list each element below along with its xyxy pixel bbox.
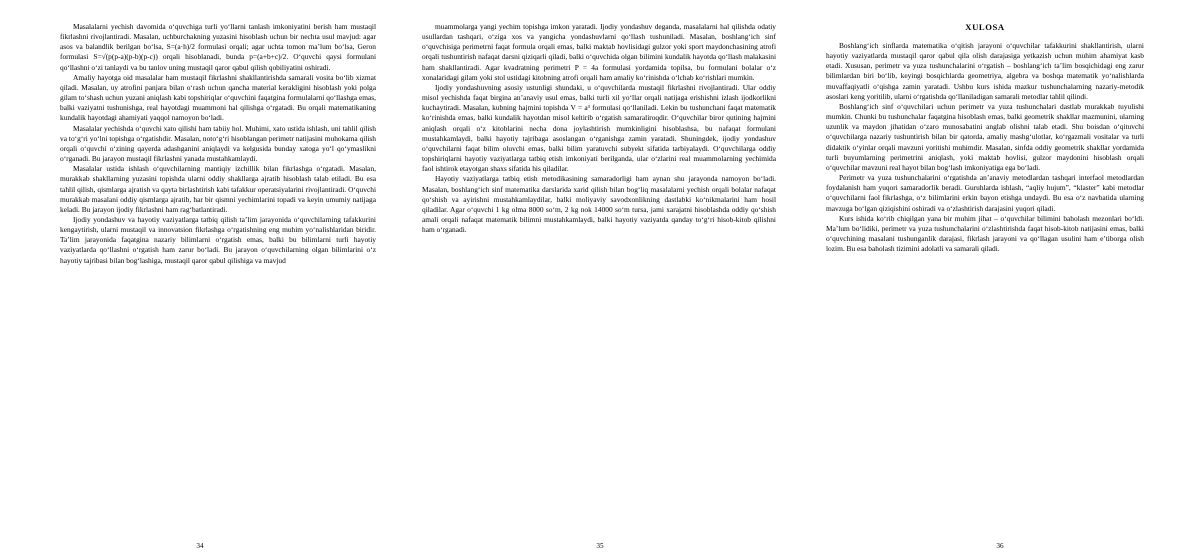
paragraph: Ijodiy yondashuvning asosiy ustunligi shundaki, u o‘quvchilarda mustaqil fikrlashni rivojlantiradi. Ular oddiy misol yechishda faqat birgina an’anaviy usul emas, balki turli xil yo‘llar orqali natijaga erishishni izlash ijodkorlikni kuchaytiradi. Masalan, kubning hajmini topishda V = a³ formulasi qo‘llaniladi. Lekin bu tushunchani faqat matematik ko‘rinishda emas, balki kundalik hayotdan misol keltirib o‘rgatish samaraliroqdir. O‘quvchilar biror qutining hajmini aniqlash orqali o‘z kitoblarini necha dona joylashtirish mumkinligini hisoblashsa, bu nafaqat formulani mustahkamlaydi, balki hayotiy tajribaga asoslangan o‘rganishga zamin yaratadi. Shuningdek, ijodiy yondashuv o‘quvchilarni faqat bilim oluvchi emas, balki bilim yaratuvchi subyekt sifatida tarbiyalaydi. O‘quvchilarga oddiy topshiriqlarni hayotiy vaziyatlarga tatbiq etish imkoniyati berilganda, ular o‘zlarini real muammolarning yechimida faol ishtirok etayotgan shaxs sifatida his qiladilar. bbox=[422, 82, 776, 174]
page-34-body bbox=[60, 22, 376, 266]
paragraph: Perimetr va yuza tushunchalarini o‘rgatishda an’anaviy metodlardan tashqari interfaol metodlardan foydalanish ham yuqori samaradorlik beradi. Guruhlarda ishlash, “aqliy hujum”, “klaster” kabi metodlar o‘quvchilarni faol fikrlashga, o‘z bilimlarini erkin bayon etishga undaydi. Bu esa o‘z navbatida ularning mavzuga bo‘lgan qiziqishini oshiradi va o‘zlashtirish darajasini yuqori qiladi. bbox=[826, 173, 1144, 213]
paragraph: Kurs ishida ko‘rib chiqilgan yana bir muhim jihat – o‘quvchilar bilimini baholash mezonlari bo‘ldi. Ma’lum bo‘lidiki, perimetr va yuza tushunchalarini o‘zlashtirishda faqat hisob-kitob natijasini emas, balki o‘quvchining masalani tushunganlik darajasi, fikrlash jarayoni va qo‘llagan usulini ham e’tiborga olish lozim. Bu esa baholash tizimini adolatli va samarali qiladi. bbox=[826, 213, 1144, 254]
page-35 bbox=[400, 0, 800, 558]
page-title: XULOSA bbox=[965, 22, 1005, 32]
paragraph: Masalalar ustida ishlash o‘quvchilarning mantiqiy izchillik bilan fikrlashga o‘rgatadi. Masalan, murakkab shakllarning yuzasini topishda ularni oddiy shakllarga ajratib hisoblash talab etiladi. Bu esa tahlil qilish, qismlarga ajratish va qayta birlashtirish kabi tafakkur operatsiyalarini rivojlantiradi. O‘quvchi murakkab masalani oddiy qismlarga ajratib, har bir qismni yechimlarini topadi va keyin umumiy natijaga keladi. Bu jarayon ijodiy fikrlashni ham rag‘batlantiradi. bbox=[60, 164, 376, 214]
paragraph: Masalalar yechishda o‘quvchi xato qilishi ham tabiiy hol. Muhimi, xato ustida ishlash, uni tahlil qilish va to‘g‘ri yo‘lni topishga o‘rgatishdir. Masalan, noto‘g‘ri hisoblangan perimetr natijasini muhokama qilish orqali o‘quvchi o‘zining qayerda adashganini aniqlaydi va kelgusida bunday xatoga yo‘l qo‘ymaslikni o‘rganadi. Bu jarayon mustaqil fikrlashni yanada mustahkamlaydi. bbox=[60, 123, 376, 164]
page-36 bbox=[800, 0, 1200, 558]
paragraph: Hayotiy vaziyatlarga tatbiq etish metodikasining samaradorligi ham aynan shu jarayonda namoyon bo‘ladi. Masalan, boshlang‘ich sinf matematika darslarida xarid qilish bilan bog‘liq masalalarni yechish orqali bolalar nafaqat qo‘shish va ayirishni mustahkamlaydilar, balki moliyaviy savodxonlikning dastlabki ko‘nikmalarini ham hosil qiladilar. Agar o‘quvchi 1 kg olma 8000 so‘m, 2 kg nok 14000 so‘m tursa, jami xarajatni hisoblashda oddiy qo‘shish amali orqali nafaqat matematik bilimni mustahkamlaydi, balki hayotiy vaziyatda qanday to‘g‘ri hisob-kitob qilishni ham o‘rganadi. bbox=[422, 174, 776, 235]
page-number: 35 bbox=[596, 542, 604, 550]
paragraph: muammolarga yangi yechim topishga imkon yaratadi. Ijodiy yondashuv deganda, masalalarni hal qilishda odatiy usullardan tashqari, o‘ziga xos va yangicha yondashuvlarni qo‘llash tushuniladi. Masalan, boshlang‘ich sinf o‘quvchisiga perimetrni faqat formula orqali emas, balki maktab hovlisidagi gulzor yoki sport maydonchasining atrofi orqali tushuntirish nafaqat darsni qiziqarli qiladi, balki o‘quvchida olgan bilimini kundalik hayotda qo‘llash malakasini ham shakllantiradi. Agar kvadratning perimetri P = 4a formulasi yordamida topilsa, bu formulani bolalar o‘z xonalaridagi gilam yoki stol ustidagi kitobning atrofi orqali ham amaliy ko‘rinishda o‘lchab ko‘rishlari mumkin. bbox=[422, 22, 776, 82]
paragraph: Ijodiy yondashuv va hayotiy vaziyatlarga tatbiq qilish ta’lim jarayonida o‘quvchilarning tafakkurini kengaytirish, ularni mustaqil va innovatsion fikrlashga o‘rgatishning eng muhim yo‘nalishlaridan biridir. Ta’lim jarayonida faqatgina nazariy bilimlarni o‘rgatish emas, balki bu bilimlarni turli hayotiy vaziyatlarda qo‘llashni o‘rgatish ham zarur bo‘ladi. Bu jarayon o‘quvchilarning olgan bilimlarini o‘z hayotiy tajribasi bilan bog‘lashiga, mustaqil qaror qabul qilishiga va mavjud bbox=[60, 214, 376, 265]
page-number: 36 bbox=[996, 542, 1004, 550]
page-36-body bbox=[826, 41, 1144, 254]
paragraph: Boshlang‘ich sinf o‘quvchilari uchun perimetr va yuza tushunchalari dastlab murakkab tuyulishi mumkin. Chunki bu tushunchalar faqatgina hisoblash emas, balki geometrik shakllar mazmunini, ularning uzunlik va maydon jihatidan o‘zaro munosabatini anglab olishni talab etadi. Shu boisdan o‘qituvchi o‘quvchilarga nazariy tushuntirish bilan bir qatorda, amaliy mashg‘ulotlar, ko‘rgazmali vositalar va turli didaktik o‘yinlar orqali mavzuni yoritishi muhimdir. Masalan, sinfda oddiy geometrik shakllar yordamida turli buyumlarning perimetrini aniqlash, yoki maktab hovlisi, gulzor maydonini hisoblash orqali o‘quvchilar mavzuni real hayot bilan bog‘lash imkoniyatiga ega bo‘ladi. bbox=[826, 101, 1144, 172]
paragraph: Masalalarni yechish davomida o‘quvchiga turli yo‘llarni tanlash imkoniyatini berish ham mustaqil fikrlashni rivojlantiradi. Masalan, uchburchakning yuzasini hisoblash uchun bir nechta usul mavjud: agar asos va balandlik berilgan bo‘lsa, S=(a·h)/2 formulasi orqali; agar uchta tomon ma’lum bo‘lsa, Geron formulasi S=√(p(p-a)(p-b)(p-c)) orqali hisoblanadi, bunda p=(a+b+c)/2. O‘quvchi qaysi formulani qo‘llashni o‘zi tanlaydi va bu tanlov uning mustaqil qaror qabul qilish qobiliyatini oshiradi. bbox=[60, 22, 376, 72]
paragraph: Amaliy hayotga oid masalalar ham mustaqil fikrlashni shakllantirishda samarali vosita bo‘lib xizmat qiladi. Masalan, uy atrofini panjara bilan o‘rash uchun qancha material kerakligini hisoblash yoki polga gilam to‘shash uchun yuzani aniqlash kabi topshiriqlar o‘quvchini faqatgina formulalarni qo‘llashga emas, balki vaziyatni tushunishga, real hayotdagi muammoni hal qilishga o‘rgatadi. Bu orqali matematikaning kundalik hayotdagi ahamiyati yaqqol namoyon bo‘ladi. bbox=[60, 72, 376, 123]
page-34 bbox=[0, 0, 400, 558]
page-number: 34 bbox=[196, 542, 204, 550]
paragraph: Boshlang‘ich sinflarda matematika o‘qitish jarayoni o‘quvchilar tafakkurini shakllantirish, ularni hayotiy vaziyatlarda mustaqil qaror qabul qila olish darajasiga yetkazish uchun muhim ahamiyat kasb etadi. Xususan, perimetr va yuza tushunchalarini o‘rgatish – boshlang‘ich ta’lim bosqichidagi eng zarur bilimlardan biri bo‘lib, keyingi bosqichlarda geometriya, algebra va boshqa matematik yo‘nalishlarda muvaffaqiyatli o‘qishga zamin yaratadi. Ushbu kurs ishida mazkur tushunchalarning nazariy-metodik asoslari keng yoritilib, ularni o‘rgatishda qo‘llaniladigan samarali metodlar tahlil qilindi. bbox=[826, 41, 1144, 101]
page-35-body bbox=[422, 22, 776, 235]
